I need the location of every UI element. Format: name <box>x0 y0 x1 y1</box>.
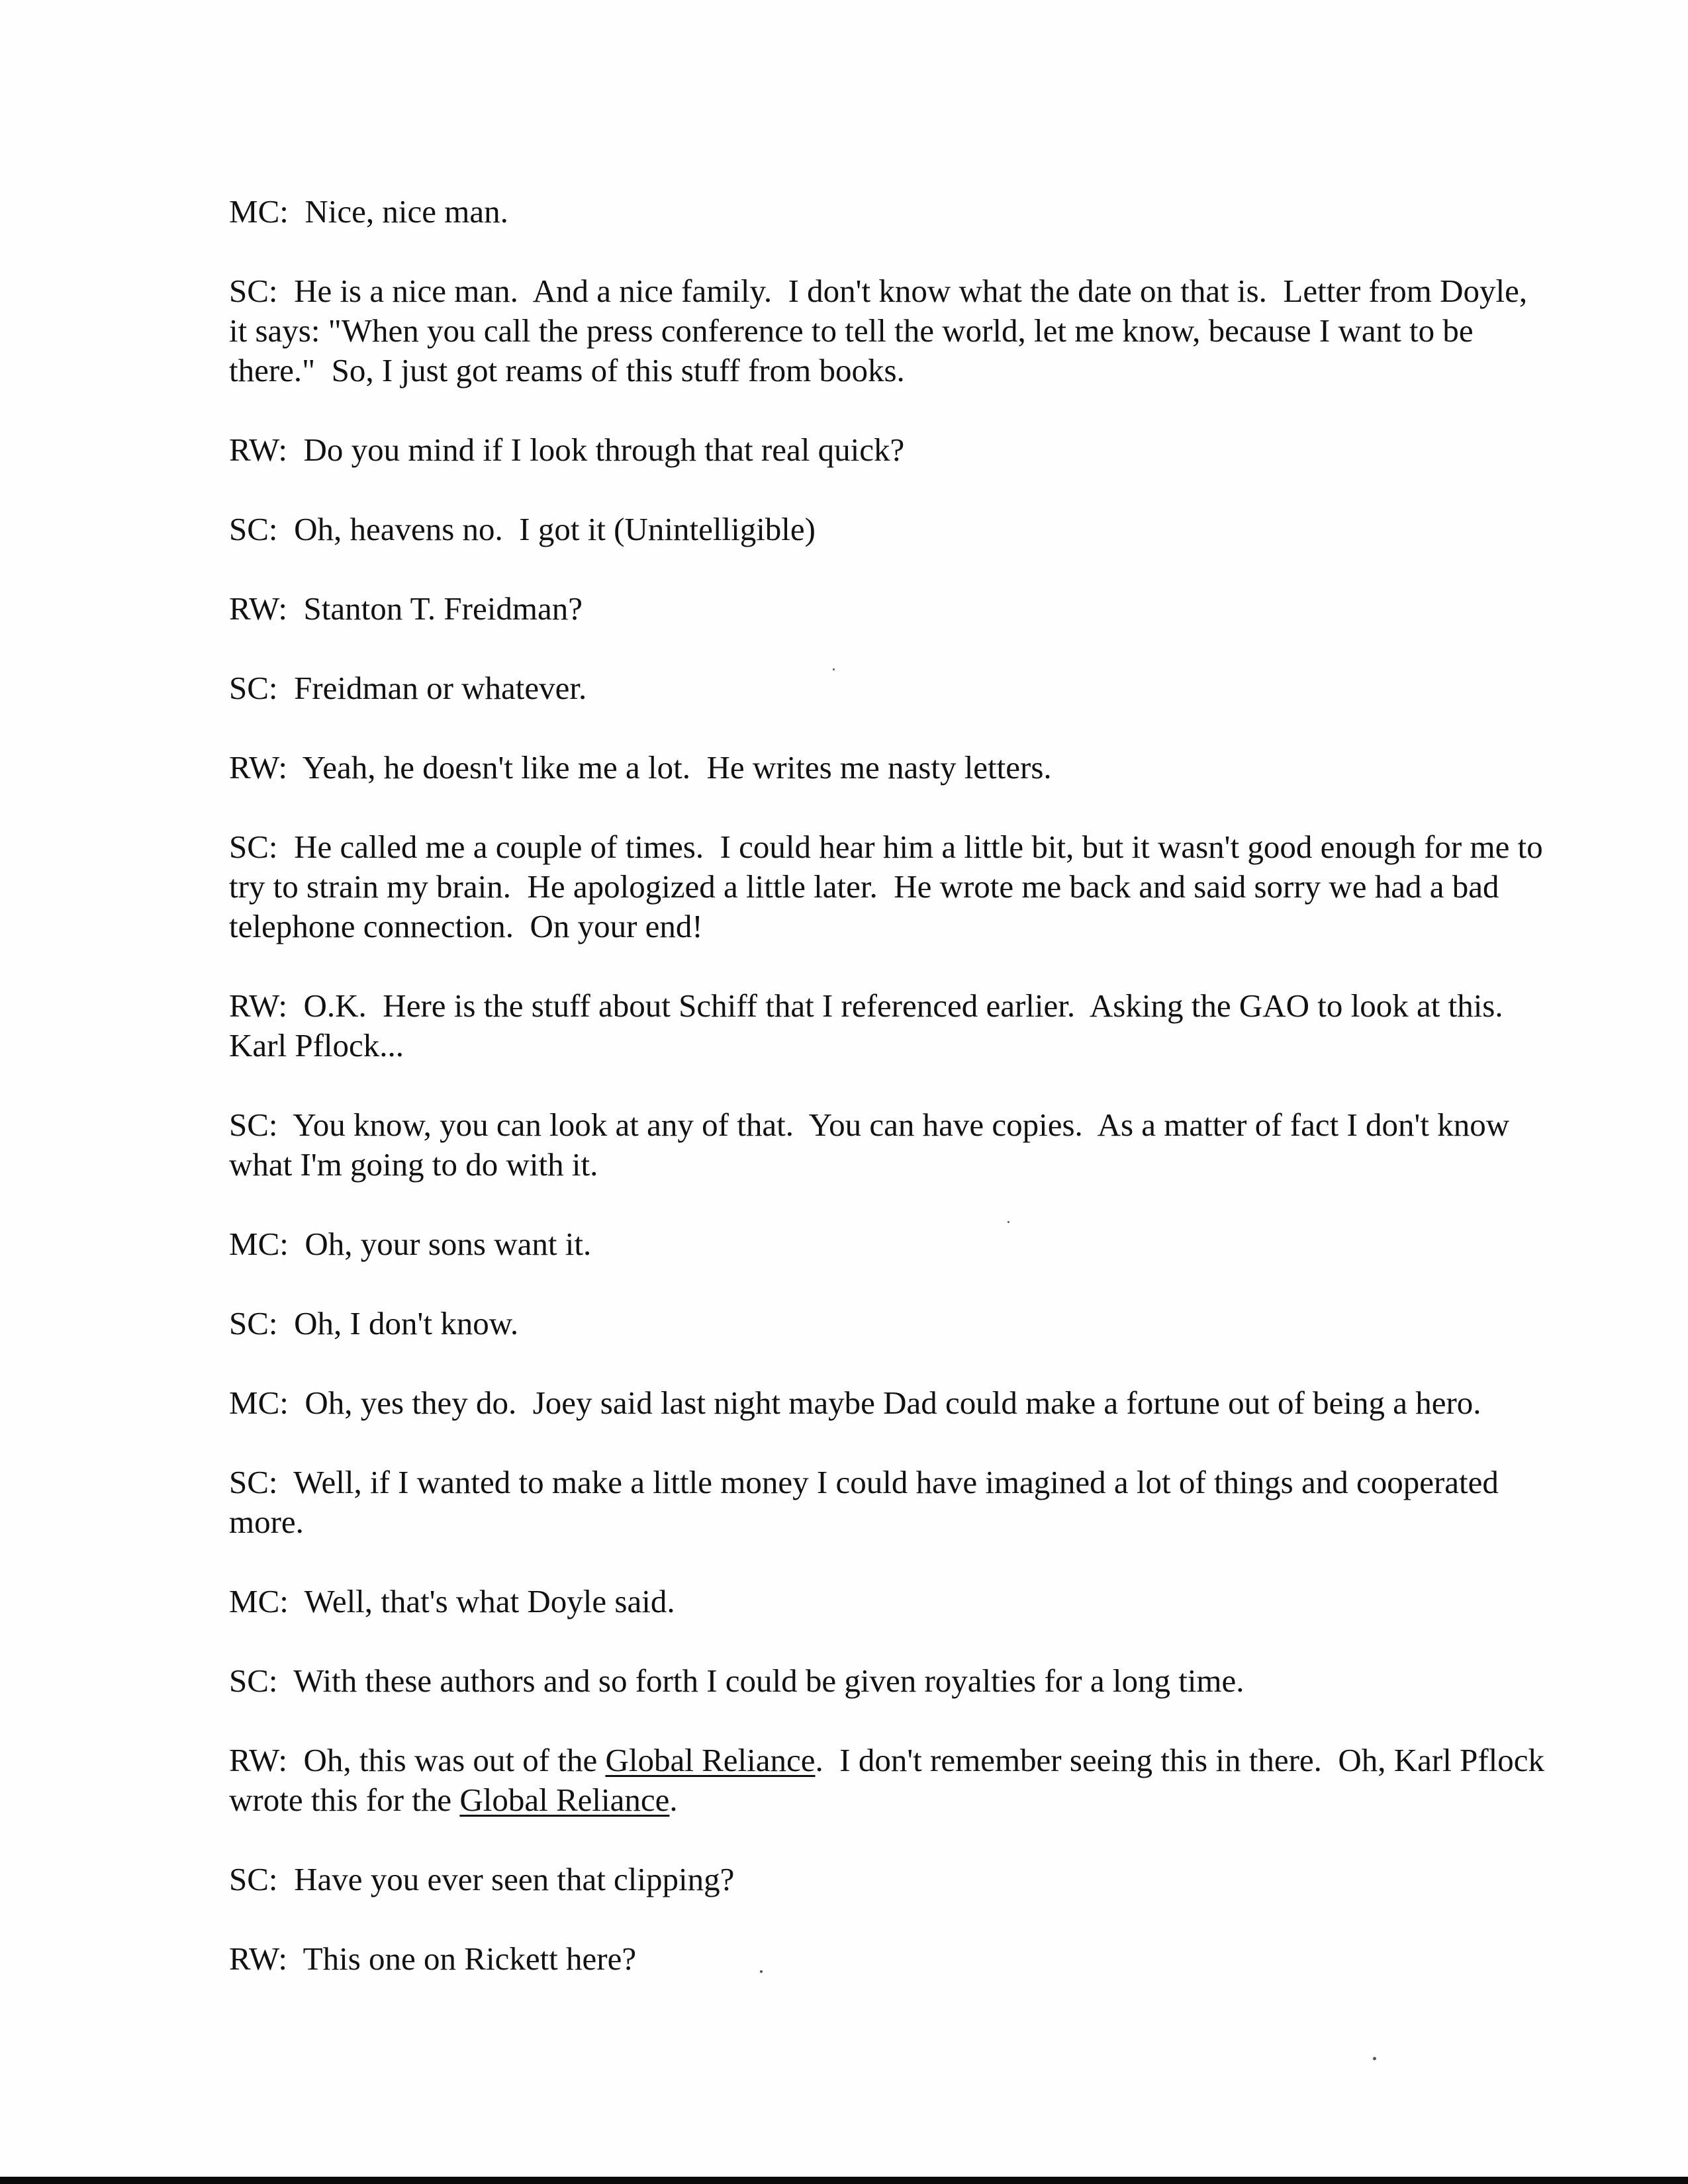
scan-bottom-edge <box>0 2177 1688 2184</box>
speaker-label: MC: <box>229 193 289 230</box>
dialogue-text: Oh, your sons want it. <box>305 1226 592 1262</box>
dialogue-line <box>229 1860 1546 1899</box>
dialogue-text: You know, you can look at any of that. You can have copies. As a matter of fact I don't know what I'm going to do with it. <box>229 1107 1518 1183</box>
dialogue-text: Well, that's what Doyle said. <box>304 1583 675 1619</box>
speaker-label: RW: <box>229 1940 288 1977</box>
speaker-label: RW: <box>229 749 288 786</box>
dialogue-line <box>229 1304 1546 1343</box>
speaker-label: MC: <box>229 1385 289 1421</box>
dialogue-text: Well, if I wanted to make a little money I could have imagined a lot of things and cooperated more. <box>229 1464 1507 1540</box>
scan-speck <box>1008 1221 1009 1223</box>
dialogue-text: This one on Rickett here? <box>303 1940 637 1977</box>
dialogue-line <box>229 1463 1546 1542</box>
speaker-label: SC: <box>229 1861 278 1897</box>
dialogue-text: O.K. Here is the stuff about Schiff that I referenced earlier. Asking the GAO to look at this. Karl Pflock... <box>229 987 1520 1064</box>
dialogue-text: Oh, heavens no. I got it (Unintelligible) <box>294 511 816 547</box>
dialogue-line <box>229 1741 1553 1820</box>
dialogue-line <box>229 748 1546 788</box>
scan-speck <box>1373 2057 1376 2060</box>
speaker-label: SC: <box>229 829 278 865</box>
scan-speck <box>833 668 835 670</box>
dialogue-text: . I don't remember seeing this in there. Oh, Karl Pflock wrote this for the <box>229 1742 1553 1818</box>
dialogue-text: Oh, this was out of the <box>303 1742 606 1778</box>
dialogue-line <box>229 1383 1546 1423</box>
speaker-label: RW: <box>229 1742 288 1778</box>
speaker-label: SC: <box>229 670 278 706</box>
speaker-label: RW: <box>229 987 288 1024</box>
speaker-label: SC: <box>229 511 278 547</box>
dialogue-line <box>229 192 1546 232</box>
dialogue-line <box>229 1224 1546 1264</box>
speaker-label: SC: <box>229 1662 278 1699</box>
publication-title: Global Reliance <box>605 1742 816 1778</box>
dialogue-text: Yeah, he doesn't like me a lot. He writes me nasty letters. <box>302 749 1052 786</box>
dialogue-text: . <box>669 1782 678 1818</box>
dialogue-text: Do you mind if I look through that real quick? <box>303 432 905 468</box>
dialogue-line <box>229 986 1546 1066</box>
dialogue-line <box>229 1105 1546 1185</box>
speaker-label: RW: <box>229 432 288 468</box>
speaker-label: SC: <box>229 273 278 309</box>
speaker-label: SC: <box>229 1305 278 1342</box>
dialogue-text: He is a nice man. And a nice family. I don't know what the date on that is. Letter from Doyle, it says: "When you call the press conference to tell the world, let me know, because I want to be there." So, I just got reams of this stuff from books. <box>229 273 1536 388</box>
speaker-label: MC: <box>229 1583 289 1619</box>
speaker-label: SC: <box>229 1464 278 1500</box>
dialogue-line <box>229 668 1546 708</box>
dialogue-text: Have you ever seen that clipping? <box>294 1861 735 1897</box>
dialogue-text: Freidman or whatever. <box>294 670 587 706</box>
publication-title: Global Reliance <box>459 1782 670 1818</box>
dialogue-line <box>229 510 1546 549</box>
dialogue-text: Oh, yes they do. Joey said last night maybe Dad could make a fortune out of being a hero. <box>305 1385 1481 1421</box>
scan-speck <box>760 1970 763 1973</box>
dialogue-text: With these authors and so forth I could be given royalties for a long time. <box>293 1662 1244 1699</box>
speaker-label: RW: <box>229 590 288 627</box>
dialogue-line <box>229 1939 1546 1979</box>
dialogue-line <box>229 1582 1546 1621</box>
dialogue-line <box>229 271 1546 390</box>
dialogue-text: Nice, nice man. <box>305 193 508 230</box>
dialogue-text: Oh, I don't know. <box>294 1305 519 1342</box>
dialogue-text: Stanton T. Freidman? <box>303 590 583 627</box>
dialogue-line <box>229 1661 1546 1701</box>
speaker-label: SC: <box>229 1107 278 1143</box>
dialogue-line <box>229 430 1546 470</box>
dialogue-line <box>229 589 1546 629</box>
dialogue-line <box>229 827 1551 946</box>
transcript <box>229 192 1553 2019</box>
dialogue-text: He called me a couple of times. I could hear him a little bit, but it wasn't good enough for me to try to strain my brain. He apologized a little later. He wrote me back and said sorry we had a bad telephone connection. On your end! <box>229 829 1551 944</box>
speaker-label: MC: <box>229 1226 289 1262</box>
